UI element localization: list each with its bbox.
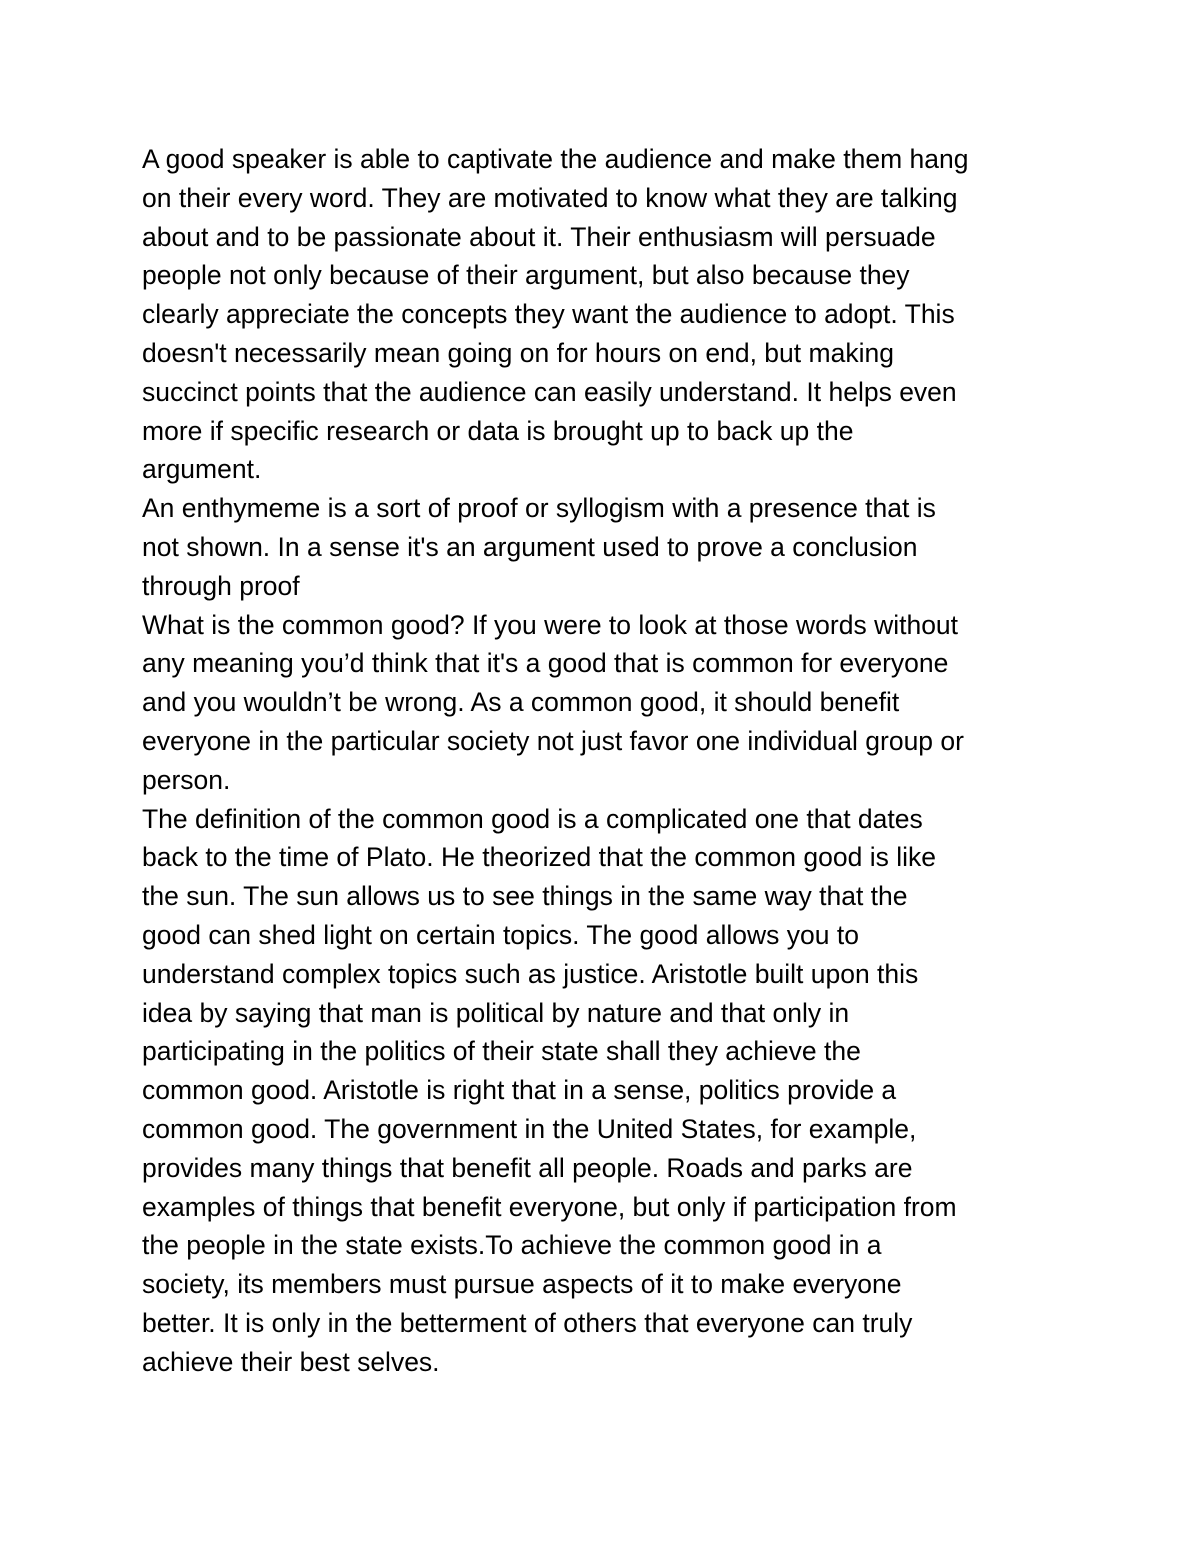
paragraph-good-speaker [142, 140, 1072, 489]
text-line: not shown. In a sense it's an argument used to prove a conclusion [142, 531, 918, 562]
text-line: The definition of the common good is a complicated one that dates [142, 803, 923, 834]
text-line: participating in the politics of their state shall they achieve the [142, 1036, 861, 1067]
text-line: clearly appreciate the concepts they want the audience to adopt. This [142, 299, 955, 330]
text-line: common good. The government in the United States, for example, [142, 1113, 917, 1144]
text-line: person. [142, 764, 231, 795]
text-line: argument. [142, 454, 262, 485]
text-line: through proof [142, 570, 300, 601]
text-line: provides many things that benefit all people. Roads and parks are [142, 1152, 913, 1183]
text-line: understand complex topics such as justice. Aristotle built upon this [142, 958, 919, 989]
text-line: examples of things that benefit everyone, but only if participation from [142, 1191, 957, 1222]
text-line: better. It is only in the betterment of others that everyone can truly [142, 1307, 913, 1338]
text-line: on their every word. They are motivated to know what they are talking [142, 182, 958, 213]
text-line: good can shed light on certain topics. The good allows you to [142, 919, 859, 950]
paragraph-common-good-definition [142, 800, 1072, 1382]
text-line: everyone in the particular society not just favor one individual group or [142, 725, 964, 756]
text-line: society, its members must pursue aspects of it to make everyone [142, 1269, 902, 1300]
paragraph-enthymeme [142, 489, 1072, 605]
text-line: succinct points that the audience can easily understand. It helps even [142, 376, 957, 407]
text-line: An enthymeme is a sort of proof or syllogism with a presence that is [142, 493, 936, 524]
document-body [142, 140, 1072, 1382]
text-line: the sun. The sun allows us to see things in the same way that the [142, 881, 908, 912]
text-line: about and to be passionate about it. Their enthusiasm will persuade [142, 221, 936, 252]
text-line: and you wouldn’t be wrong. As a common good, it should benefit [142, 687, 900, 718]
text-line: idea by saying that man is political by nature and that only in [142, 997, 850, 1028]
text-line: common good. Aristotle is right that in a sense, politics provide a [142, 1075, 897, 1106]
text-line: back to the time of Plato. He theorized that the common good is like [142, 842, 936, 873]
text-line: more if specific research or data is brought up to back up the [142, 415, 854, 446]
text-line: people not only because of their argument, but also because they [142, 260, 910, 291]
text-line: What is the common good? If you were to look at those words without [142, 609, 959, 640]
text-line: achieve their best selves. [142, 1346, 440, 1377]
text-line: A good speaker is able to captivate the audience and make them hang [142, 144, 969, 174]
text-line: any meaning you’d think that it's a good that is common for everyone [142, 648, 949, 679]
text-line: doesn't necessarily mean going on for hours on end, but making [142, 337, 894, 368]
paragraph-common-good-question [142, 606, 1072, 800]
text-line: the people in the state exists.To achieve the common good in a [142, 1230, 882, 1261]
